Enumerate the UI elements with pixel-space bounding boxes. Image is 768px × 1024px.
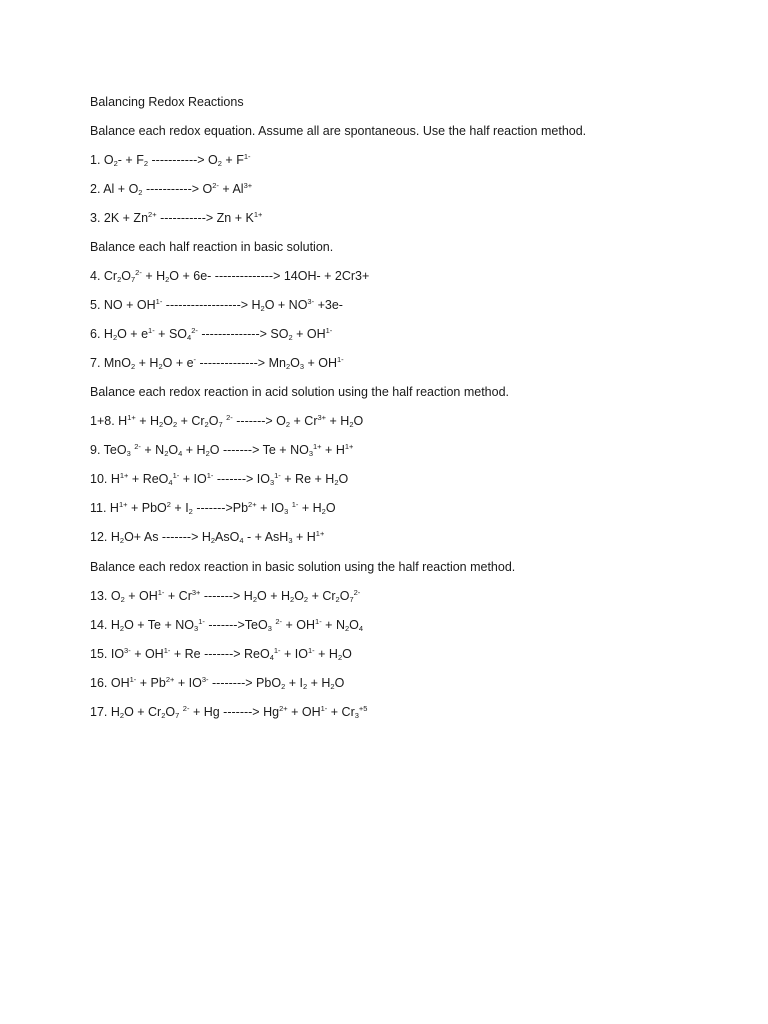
equation-text: O: [334, 676, 345, 690]
equation-line: [90, 355, 344, 371]
subscript: 2: [217, 159, 222, 168]
equation-text: O: [342, 647, 352, 661]
subscript: 4: [168, 478, 173, 487]
equation-text: 7. MnO: [90, 356, 131, 370]
equation-text: + OH: [304, 356, 338, 370]
superscript: 1-: [273, 646, 281, 655]
subscript: 2: [188, 507, 193, 516]
subscript: 2: [335, 595, 340, 604]
superscript: 2+: [148, 210, 157, 219]
equation-text: + PbO: [127, 501, 167, 515]
superscript: 1-: [320, 704, 328, 713]
superscript: 3+: [243, 181, 253, 190]
superscript: 3-: [201, 675, 209, 684]
superscript: 1+: [119, 471, 129, 480]
equation-text: O: [163, 414, 173, 428]
superscript: 1+: [344, 442, 354, 451]
equation-text: --------------> Mn: [196, 356, 286, 370]
equation-text: O: [290, 356, 300, 370]
superscript: 1+: [313, 442, 322, 451]
subscript: 2: [172, 420, 178, 429]
superscript: 1+: [127, 413, 136, 422]
equation-text: + Cr: [164, 589, 192, 603]
subscript: 3: [299, 362, 305, 371]
subscript: 2: [285, 420, 291, 429]
subscript: 2: [281, 682, 286, 691]
subscript: 2: [349, 420, 354, 429]
equation-text: + H: [321, 443, 345, 457]
equation-text: O + H: [257, 589, 291, 603]
equation-text: + Cr: [327, 705, 355, 719]
superscript: 2-: [191, 326, 198, 335]
equation-text: + Hg -------> Hg: [189, 705, 280, 719]
equation-text: - + F: [117, 153, 144, 167]
equation-text: 3. 2K + Zn: [90, 211, 149, 225]
equation-text: + OH: [292, 327, 326, 341]
subscript: 3: [126, 449, 131, 458]
subscript: 3: [269, 478, 275, 487]
subscript: 2: [165, 275, 170, 284]
equation-text: + H: [141, 269, 166, 283]
equation-text: + Cr: [177, 414, 205, 428]
equation-text: O + e: [162, 356, 194, 370]
superscript: 2-: [182, 704, 190, 713]
equation-text: O + e: [117, 327, 149, 341]
equation-text: O: [121, 269, 131, 283]
equation-text: + IO: [256, 501, 285, 515]
superscript: 1-: [325, 326, 333, 335]
subscript: 2: [117, 275, 122, 284]
section-heading: Balance each redox reaction in acid solution using the half reaction method.: [90, 385, 510, 399]
superscript: 2+: [279, 704, 288, 713]
subscript: 2: [138, 188, 143, 197]
superscript: 1-: [198, 617, 205, 626]
equation-text: +3e-: [314, 298, 343, 312]
subscript: 3: [284, 507, 289, 516]
equation-text: ------------------> H: [162, 298, 261, 312]
equation-line: [90, 210, 262, 226]
section-heading: Balance each half reaction in basic solution.: [90, 240, 334, 254]
equation-text: + N: [140, 443, 165, 457]
superscript: 1-: [157, 588, 165, 597]
subscript: 3: [308, 449, 314, 458]
subscript: 2: [288, 333, 293, 342]
superscript: 1-: [155, 297, 163, 306]
equation-text: - + AsH: [243, 530, 289, 544]
subscript: 2: [344, 624, 350, 633]
subscript: 2: [252, 595, 258, 604]
equation-line: [90, 704, 367, 720]
equation-text: + OH: [287, 705, 321, 719]
equation-text: + H: [182, 443, 206, 457]
equation-text: O+ As -------> H: [124, 530, 211, 544]
subscript: 7: [131, 275, 136, 284]
superscript: 2-: [212, 181, 219, 190]
superscript: 2-: [275, 617, 283, 626]
equation-text: -------> O: [232, 414, 286, 428]
superscript: 1+: [315, 529, 325, 538]
equation-line: [90, 268, 369, 284]
subscript: 2: [334, 478, 339, 487]
equation-text: + Pb: [136, 676, 166, 690]
subscript: 2: [260, 304, 265, 313]
superscript: 2-: [226, 413, 233, 422]
equation-text: ------->TeO: [204, 618, 268, 632]
subscript: 4: [187, 333, 192, 342]
subscript: 2: [290, 595, 295, 604]
equation-text: 13. O: [90, 589, 121, 603]
equation-text: ------->Pb: [192, 501, 249, 515]
equation-text: O: [353, 414, 364, 428]
equation-text: 17. H: [90, 705, 120, 719]
equation-text: + H: [292, 530, 316, 544]
equation-line: [90, 181, 252, 197]
equation-line: [90, 413, 363, 429]
equation-text: + Re + H: [280, 472, 335, 486]
subscript: 3: [354, 711, 359, 720]
subscript: 2: [285, 362, 291, 371]
equation-text: -----------> O: [142, 182, 213, 196]
equation-line: [90, 588, 360, 604]
equation-text: 1. O: [90, 153, 114, 167]
equation-text: + I: [170, 501, 189, 515]
equation-text: + IO: [280, 647, 308, 661]
equation-text: 4. Cr: [90, 269, 118, 283]
equation-text: 11. H: [90, 501, 119, 515]
section-heading: Balance each redox reaction in basic solution using the half reaction method.: [90, 560, 516, 574]
superscript: 1-: [308, 646, 315, 655]
superscript: 1-: [315, 617, 322, 626]
equation-text: O: [339, 589, 350, 603]
subscript: 7: [218, 420, 223, 429]
equation-text: + H: [314, 647, 338, 661]
superscript: 3+: [191, 588, 201, 597]
equation-text: -------> H: [200, 589, 253, 603]
equation-text: O -------> Te + NO: [209, 443, 309, 457]
equation-text: O: [168, 443, 179, 457]
equation-line: [90, 646, 352, 662]
equation-text: + H: [326, 414, 350, 428]
equation-text: O: [165, 705, 176, 719]
subscript: 2: [303, 595, 309, 604]
equation-text: O + 6e- --------------> 14OH- + 2Cr3+: [169, 269, 370, 283]
equation-text: 16. OH: [90, 676, 130, 690]
superscript: 1+: [253, 210, 263, 219]
equation-text: 10. H: [90, 472, 120, 486]
equation-line: [90, 326, 332, 342]
equation-text: + I: [285, 676, 303, 690]
subscript: 7: [175, 711, 180, 720]
equation-text: + IO: [179, 472, 207, 486]
equation-text: + N: [321, 618, 345, 632]
equation-text: + ReO: [128, 472, 169, 486]
subscript: 4: [178, 449, 183, 458]
equation-text: 9. TeO: [90, 443, 127, 457]
equation-text: + IO: [174, 676, 202, 690]
equation-text: + OH: [130, 647, 164, 661]
subscript: 4: [239, 536, 244, 545]
equation-text: + H: [307, 676, 331, 690]
subscript: 2: [205, 449, 210, 458]
subscript: 3: [288, 536, 293, 545]
superscript: 2: [166, 500, 171, 509]
equation-text: 5. NO + OH: [90, 298, 156, 312]
subscript: 2: [120, 595, 125, 604]
equation-line: [90, 617, 363, 633]
superscript: 2-: [134, 442, 141, 451]
subscript: 2: [131, 362, 136, 371]
superscript: 1+: [118, 500, 128, 509]
superscript: -: [193, 355, 197, 364]
equation-line: [90, 675, 344, 691]
superscript: 1-: [206, 471, 214, 480]
superscript: 1-: [172, 471, 180, 480]
equation-text: O: [338, 472, 349, 486]
subscript: 2: [113, 159, 118, 168]
equation-text: + Al: [218, 182, 244, 196]
equation-text: + Cr: [308, 589, 336, 603]
equation-text: O: [349, 618, 359, 632]
superscript: 2+: [165, 675, 175, 684]
equation-line: [90, 529, 324, 545]
superscript: 1-: [291, 500, 299, 509]
superscript: 2-: [353, 588, 361, 597]
section-heading: Balance each redox equation. Assume all are spontaneous. Use the half reaction method.: [90, 124, 587, 138]
subscript: 3: [194, 624, 199, 633]
subscript: 4: [269, 653, 274, 662]
superscript: 1-: [243, 152, 251, 161]
subscript: 2: [112, 333, 118, 342]
subscript: 2: [164, 449, 169, 458]
subscript: 7: [349, 595, 354, 604]
equation-text: O + Cr: [124, 705, 162, 719]
superscript: 3-: [307, 297, 315, 306]
subscript: 2: [210, 536, 216, 545]
equation-line: [90, 442, 353, 458]
superscript: 3+: [317, 413, 327, 422]
subscript: 2: [330, 682, 335, 691]
equation-text: 6. H: [90, 327, 113, 341]
equation-text: + F: [221, 153, 244, 167]
subscript: 2: [204, 420, 209, 429]
subscript: 2: [321, 507, 326, 516]
subscript: 2: [337, 653, 343, 662]
equation-text: + OH: [124, 589, 158, 603]
subscript: 2: [143, 159, 149, 168]
equation-text: O + NO: [264, 298, 308, 312]
superscript: 1-: [129, 675, 137, 684]
equation-text: --------> PbO: [208, 676, 282, 690]
superscript: +5: [358, 704, 368, 713]
subscript: 4: [358, 624, 364, 633]
equation-text: AsO: [215, 530, 240, 544]
equation-text: O: [208, 414, 219, 428]
subscript: 2: [119, 536, 125, 545]
equation-line: [90, 297, 343, 313]
equation-text: 15. IO: [90, 647, 125, 661]
superscript: 3-: [124, 646, 131, 655]
equation-text: -----------> O: [148, 153, 218, 167]
equation-text: O: [294, 589, 304, 603]
equation-text: -------> IO: [213, 472, 270, 486]
document-title: Balancing Redox Reactions: [90, 95, 244, 109]
equation-text: O + Te + NO: [124, 618, 195, 632]
subscript: 2: [161, 711, 166, 720]
equation-text: + OH: [282, 618, 316, 632]
superscript: 2-: [135, 268, 142, 277]
superscript: 1-: [274, 471, 281, 480]
equation-text: + Cr: [290, 414, 318, 428]
equation-text: + H: [135, 356, 159, 370]
superscript: 1-: [337, 355, 344, 364]
equation-text: + H: [298, 501, 322, 515]
equation-text: -----------> Zn + K: [156, 211, 254, 225]
superscript: 1-: [163, 646, 171, 655]
equation-text: + Re -------> ReO: [170, 647, 270, 661]
equation-line: [90, 152, 251, 168]
subscript: 2: [158, 362, 163, 371]
equation-line: [90, 500, 336, 516]
equation-line: [90, 471, 348, 487]
equation-text: 12. H: [90, 530, 120, 544]
subscript: 2: [302, 682, 308, 691]
subscript: 2: [119, 711, 125, 720]
equation-text: 1+8. H: [90, 414, 128, 428]
equation-text: --------------> SO: [197, 327, 289, 341]
subscript: 3: [267, 624, 272, 633]
superscript: 1-: [148, 326, 155, 335]
subscript: 2: [159, 420, 164, 429]
equation-text: 2. Al + O: [90, 182, 139, 196]
equation-text: 14. H: [90, 618, 120, 632]
subscript: 2: [119, 624, 125, 633]
equation-text: O: [325, 501, 336, 515]
equation-text: + H: [135, 414, 160, 428]
superscript: 2+: [248, 500, 257, 509]
equation-text: + SO: [154, 327, 188, 341]
